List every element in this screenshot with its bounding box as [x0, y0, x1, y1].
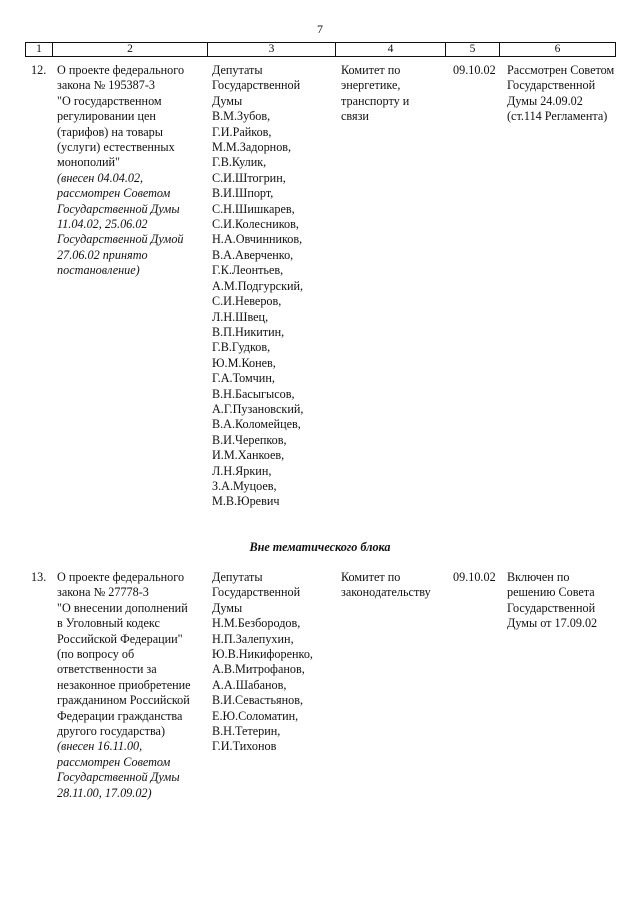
- bill-title-line: регулировании цен: [57, 109, 156, 124]
- status-line: Государственной: [507, 600, 596, 615]
- author-line: Е.Ю.Соломатин,: [212, 708, 299, 723]
- bill-note-line: Государственной Думой: [57, 232, 184, 247]
- author-line: А.А.Шабанов,: [212, 677, 287, 692]
- bill-title-line: О проекте федерального: [57, 63, 185, 77]
- bill-note-line: 28.11.00, 17.09.02): [57, 785, 152, 800]
- column-number-6: 6: [500, 43, 616, 57]
- bill-title-line: закона № 195387-3: [57, 78, 155, 93]
- committee-line: Комитет по: [341, 570, 401, 584]
- bill-status: [507, 63, 619, 125]
- author-line: С.И.Штогрин,: [212, 170, 286, 185]
- author-line: А.В.Митрофанов,: [212, 662, 305, 677]
- responsible-committee: [341, 570, 441, 601]
- status-line: Рассмотрен Советом: [507, 63, 615, 77]
- committee-line: Комитет по: [341, 63, 401, 77]
- author-line: В.И.Севастьянов,: [212, 693, 304, 708]
- bill-description: [57, 570, 207, 801]
- author-line: В.Н.Басыгысов,: [212, 386, 295, 401]
- bill-title-line: другого государства): [57, 724, 166, 739]
- bill-title-line: монополий": [57, 155, 120, 170]
- status-line: решению Совета: [507, 585, 595, 600]
- status-line: Государственной: [507, 78, 596, 93]
- bill-title-line: гражданином Российской: [57, 693, 190, 708]
- bill-note-line: постановление): [57, 263, 140, 278]
- author-line: Ю.В.Никифоренко,: [212, 647, 313, 662]
- author-line: В.Н.Тетерин,: [212, 724, 281, 739]
- author-line: С.И.Неверов,: [212, 294, 282, 309]
- bill-authors: [212, 570, 332, 755]
- column-number-5: 5: [446, 43, 500, 57]
- consideration-date: 09.10.02: [453, 63, 496, 77]
- author-line: Депутаты: [212, 570, 263, 584]
- author-line: В.И.Черепков,: [212, 432, 287, 447]
- bill-title-line: О проекте федерального: [57, 570, 185, 584]
- status-line: Включен по: [507, 570, 570, 584]
- author-line: В.М.Зубов,: [212, 109, 271, 124]
- author-line: Г.И.Райков,: [212, 124, 272, 139]
- bill-title-line: (по вопросу об: [57, 647, 135, 662]
- author-line: Г.И.Тихонов: [212, 739, 277, 754]
- bill-authors: [212, 63, 332, 510]
- author-line: Г.В.Гудков,: [212, 340, 271, 355]
- bill-title-line: "О внесении дополнений: [57, 600, 188, 615]
- bill-description: [57, 63, 207, 279]
- column-number-3: 3: [208, 43, 336, 57]
- column-number-2: 2: [53, 43, 208, 57]
- bill-title-line: Федерации гражданства: [57, 708, 183, 723]
- bill-note-line: рассмотрен Советом: [57, 754, 171, 769]
- status-line: Думы 24.09.02: [507, 93, 583, 108]
- author-line: А.Г.Пузановский,: [212, 401, 304, 416]
- bill-note-line: Государственной Думы: [57, 770, 180, 785]
- author-line: Думы: [212, 600, 243, 615]
- column-number-header: [25, 42, 616, 57]
- bill-title-line: закона № 27778-3: [57, 585, 149, 600]
- bill-title-line: (тарифов) на товары: [57, 124, 163, 139]
- author-line: В.И.Шпорт,: [212, 186, 274, 201]
- author-line: Г.В.Кулик,: [212, 155, 267, 170]
- author-line: М.М.Задорнов,: [212, 140, 292, 155]
- author-line: Н.М.Безбородов,: [212, 616, 301, 631]
- author-line: Н.А.Овчинников,: [212, 232, 303, 247]
- page-number: 7: [317, 22, 323, 36]
- author-line: Думы: [212, 93, 243, 108]
- author-line: Г.А.Томчин,: [212, 371, 275, 386]
- section-heading: Вне тематического блока: [249, 540, 391, 554]
- committee-line: энергетике,: [341, 78, 401, 93]
- author-line: Л.Н.Швец,: [212, 309, 269, 324]
- author-line: Н.П.Залепухин,: [212, 631, 294, 646]
- committee-line: связи: [341, 109, 369, 124]
- author-line: Депутаты: [212, 63, 263, 77]
- column-number-4: 4: [336, 43, 446, 57]
- row-number: 13.: [31, 570, 47, 584]
- row-number: 12.: [31, 63, 47, 77]
- author-line: В.П.Никитин,: [212, 324, 285, 339]
- bill-title-line: незаконное приобретение: [57, 677, 191, 692]
- author-line: З.А.Муцоев,: [212, 478, 277, 493]
- committee-line: транспорту и: [341, 93, 410, 108]
- author-line: В.А.Коломейцев,: [212, 417, 301, 432]
- bill-title-line: ответственности за: [57, 662, 157, 677]
- bill-note-line: 11.04.02, 25.06.02: [57, 217, 148, 232]
- bill-note-line: Государственной Думы: [57, 201, 180, 216]
- bill-title-line: Российской Федерации": [57, 631, 183, 646]
- bill-title-line: "О государственном: [57, 93, 162, 108]
- bill-note-line: рассмотрен Советом: [57, 186, 171, 201]
- committee-line: законодательству: [341, 585, 431, 600]
- author-line: Ю.М.Конев,: [212, 355, 276, 370]
- author-line: И.М.Ханкоев,: [212, 448, 285, 463]
- author-line: М.В.Юревич: [212, 494, 280, 509]
- bill-note-line: (внесен 16.11.00,: [57, 739, 143, 754]
- responsible-committee: [341, 63, 441, 125]
- column-number-1: 1: [26, 43, 53, 57]
- author-line: С.Н.Шишкарев,: [212, 201, 295, 216]
- author-line: В.А.Аверченко,: [212, 247, 294, 262]
- bill-note-line: (внесен 04.04.02,: [57, 170, 144, 185]
- author-line: С.И.Колесников,: [212, 217, 299, 232]
- bill-note-line: 27.06.02 принято: [57, 247, 148, 262]
- author-line: Государственной: [212, 585, 301, 600]
- author-line: А.М.Подгурский,: [212, 278, 304, 293]
- bill-title-line: (услуги) естественных: [57, 140, 175, 155]
- status-line: (ст.114 Регламента): [507, 109, 608, 124]
- author-line: Г.К.Леонтьев,: [212, 263, 284, 278]
- status-line: Думы от 17.09.02: [507, 616, 598, 631]
- consideration-date: 09.10.02: [453, 570, 496, 584]
- bill-status: [507, 570, 619, 632]
- bill-title-line: в Уголовный кодекс: [57, 616, 160, 631]
- author-line: Л.Н.Яркин,: [212, 463, 272, 478]
- author-line: Государственной: [212, 78, 301, 93]
